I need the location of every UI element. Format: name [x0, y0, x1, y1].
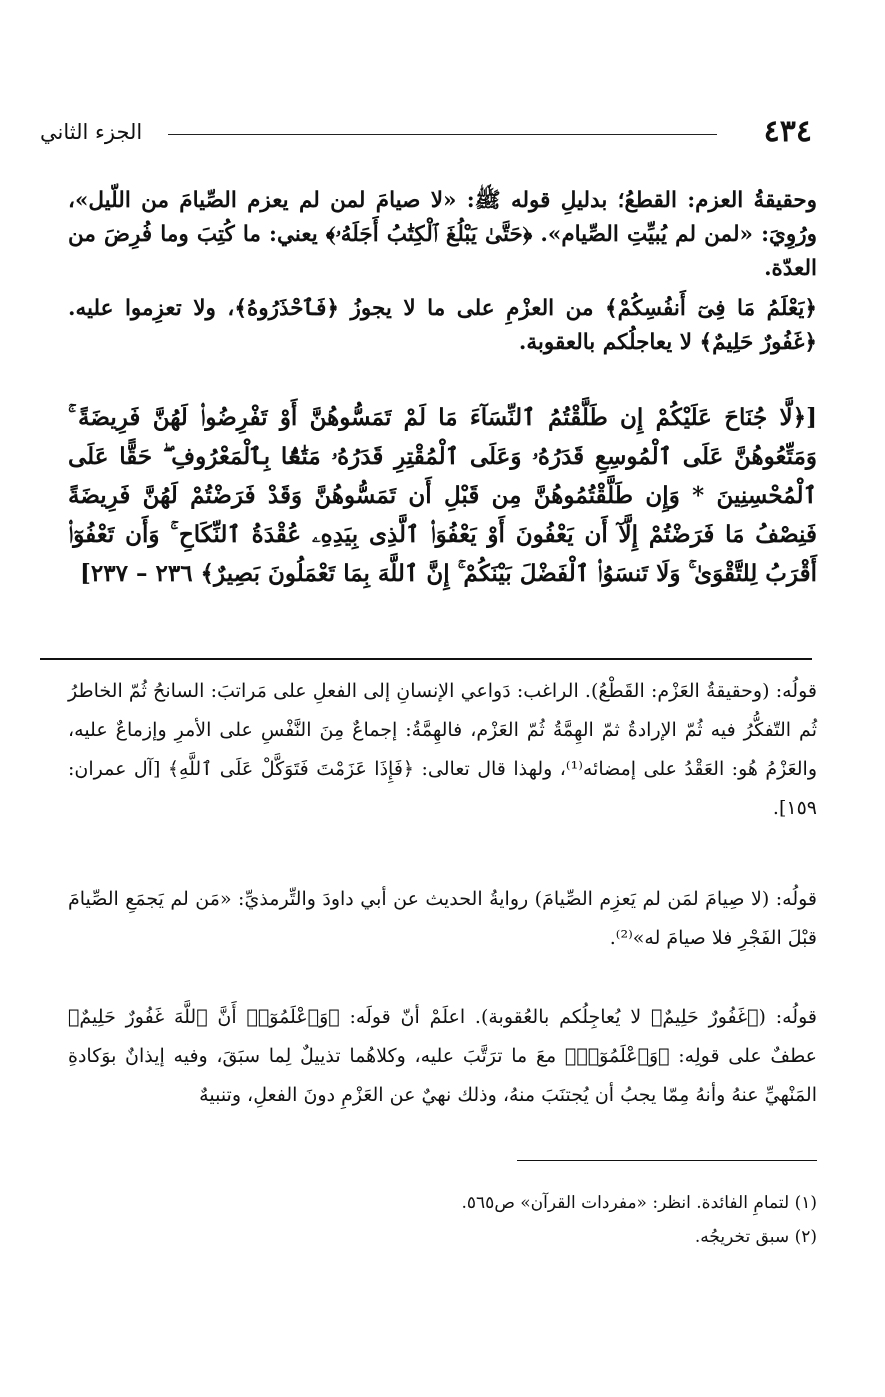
- running-header: [40, 112, 812, 152]
- commentary-paragraph-2: قولُه: (لا صِيامَ لمَن لم يَعزِم الصِّيامَ) روايةُ الحديث عن أبي داودَ والتِّرمذيِّ: «مَن لم يَجمَعِ الصِّيامَ قبْلَ الفَجْرِ فلا صيامَ له»⁽²⁾.: [68, 888, 817, 949]
- commentary-paragraph-3: قولُه: (﴿غَفُورٌ حَلِيمٌ﴾ لا يُعاجِلُكم بالعُقوبة). اعلَمْ أنّ قولَه: ﴿وَٱعْلَمُوٓا۟ أَنَّ ٱللَّهَ غَفُورٌ حَلِيمٌ﴾ عطفٌ على قولِه: ﴿وَٱعْلَمُوٓا۟﴾ معَ ما ترَتَّبَ عليه، وكلاهُما تذييلٌ لِما سبَقَ، وفيه إيذانٌ بوَكادةِ المَنْهيِّ عنهُ وأنهُ مِمّا يجبُ أن يُجتنَبَ منهُ، وذلك نهيٌ عن العَزْمِ دونَ الفعلِ، وتنبيهٌ: [68, 1006, 817, 1106]
- main-paragraph-2: ﴿يَعْلَمُ مَا فِىٓ أَنفُسِكُمْ﴾ من العزْمِ على ما لا يجوزُ ﴿فَٱحْذَرُوهُ﴾، ولا تعزِموا عليه. ﴿غَفُورٌ حَلِيمٌ﴾ لا يعاجلُكم بالعقوبة.: [68, 296, 817, 355]
- running-title: الجزء الثاني: [40, 120, 143, 144]
- main-text-paragraph-2: [68, 292, 817, 360]
- commentary-divider: [40, 658, 812, 660]
- page-number: ٤٣٤: [763, 114, 812, 149]
- main-paragraph-1: وحقيقةُ العزم: القطعُ؛ بدليلِ قوله ﷺ: «لا صيامَ لمن لم يعزم الصِّيامَ من اللّيل»، ورُوِيَ: «لمن لم يُبيِّتِ الصِّيام». ﴿حَتَّىٰ يَبْلُغَ ٱلْكِتَٰبُ أَجَلَهُۥ﴾ يعني: ما كُتِبَ وما فُرِضَ من العدّة.: [68, 188, 817, 281]
- commentary-paragraph-1: قولُه: (وحقيقةُ العَزْم: القَطْعُ). الراغب: دَواعي الإنسانِ إلى الفعلِ على مَراتبَ: السانحُ ثُمّ الخاطرُ ثُم التّفكُّرُ فيه ثُمّ الإرادةُ ثمّ الهِمَّةُ ثُمّ العَزْم، فالهِمَّةُ: إجماعٌ مِنَ النَّفْسِ على الأمرِ وإزماعٌ عليه، والعَزْمُ هُو: العَقْدُ على إمضائه⁽¹⁾، ولهذا قال تعالى: ﴿فَإِذَا عَزَمْتَ فَتَوَكَّلْ عَلَى ٱللَّهِ﴾ [آل عمران: ١٥٩].: [68, 680, 817, 819]
- footnote-2: (٢) سبق تخريجُه.: [694, 1227, 817, 1247]
- commentary-block-1: [68, 672, 817, 828]
- commentary-block-2: [68, 880, 817, 958]
- footnote-rule: [517, 1160, 817, 1161]
- quran-verse: [﴿لَّا جُنَاحَ عَلَيْكُمْ إِن طَلَّقْتُمُ ٱلنِّسَآءَ مَا لَمْ تَمَسُّوهُنَّ أَوْ تَفْرِضُوا۟ لَهُنَّ فَرِيضَةً ۚ وَمَتِّعُوهُنَّ عَلَى ٱلْمُوسِعِ قَدَرُهُۥ وَعَلَى ٱلْمُقْتِرِ قَدَرُهُۥ مَتَٰعًۢا بِٱلْمَعْرُوفِ ۖ حَقًّا عَلَى ٱلْمُحْسِنِينَ * وَإِن طَلَّقْتُمُوهُنَّ مِن قَبْلِ أَن تَمَسُّوهُنَّ وَقَدْ فَرَضْتُمْ لَهُنَّ فَرِيضَةً فَنِصْفُ مَا فَرَضْتُمْ إِلَّآ أَن يَعْفُونَ أَوْ يَعْفُوَا۟ ٱلَّذِى بِيَدِهِۦ عُقْدَةُ ٱلنِّكَاحِ ۚ وَأَن تَعْفُوٓا۟ أَقْرَبُ لِلتَّقْوَىٰ ۚ وَلَا تَنسَوُا۟ ٱلْفَضْلَ بَيْنَكُمْ ۚ إِنَّ ٱللَّهَ بِمَا تَعْمَلُونَ بَصِيرٌ﴾ ٢٣٦ – ٢٣٧]: [68, 404, 817, 587]
- footnotes: [68, 1186, 817, 1254]
- quran-verse-block: [68, 398, 817, 593]
- main-text-paragraph-1: [68, 184, 817, 286]
- header-rule: [168, 134, 717, 135]
- commentary-block-3: [68, 998, 817, 1115]
- footnote-1: (١) لتمامِ الفائدة. انظر: «مفردات القرآن» ص٥٦٥.: [461, 1193, 817, 1213]
